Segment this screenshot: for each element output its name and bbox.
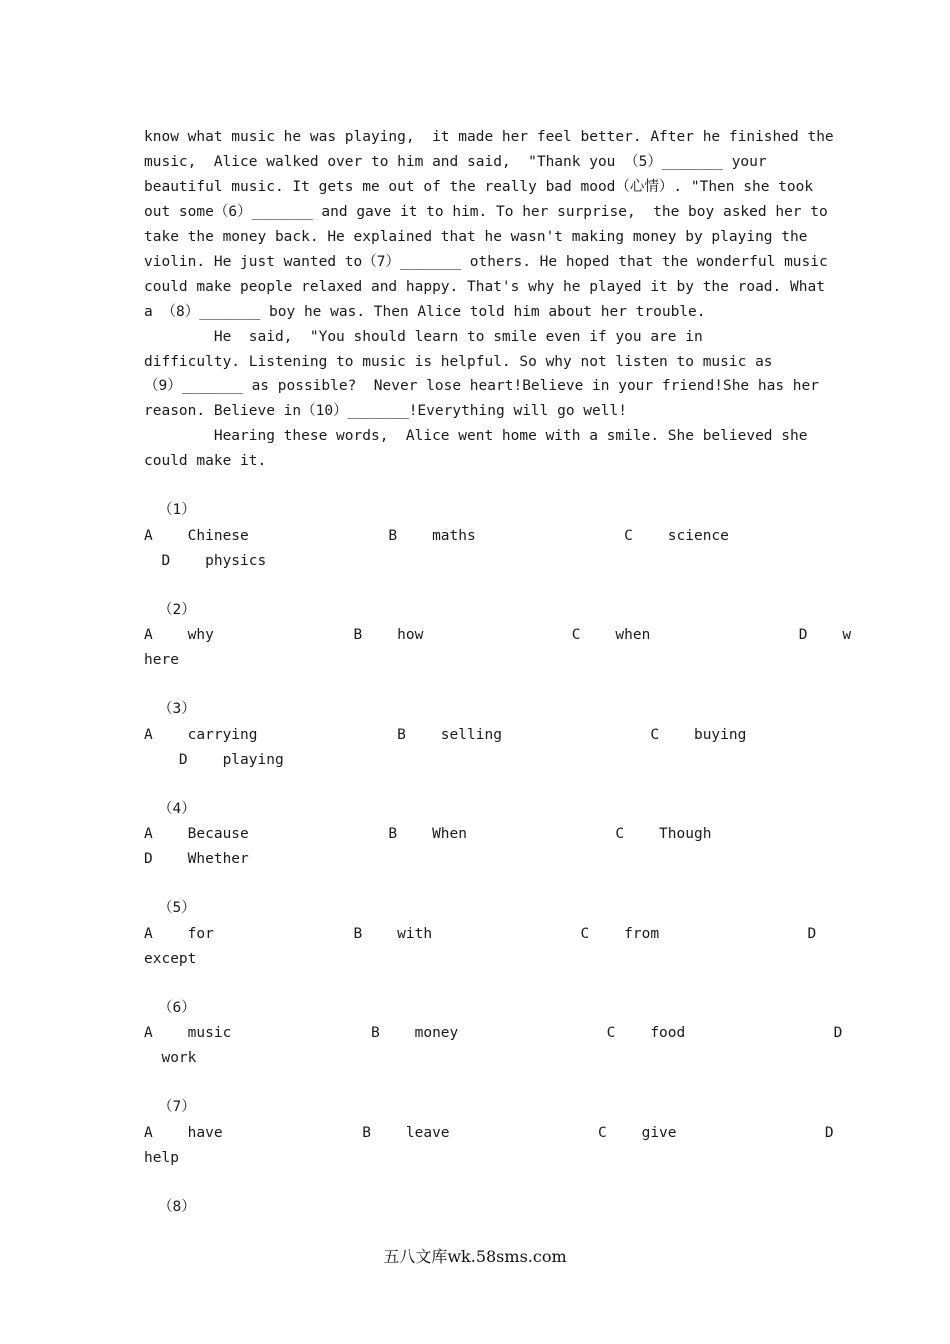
options-line: D physics — [144, 553, 267, 569]
passage-line: （9）_______ as possible? Never lose heart!Believe in your friend!She has her — [144, 378, 820, 394]
options-line: A for B with C from D — [144, 926, 817, 942]
passage-line: reason. Believe in（10）_______!Everything will go well! — [144, 403, 627, 419]
passage-line: could make it. — [144, 453, 267, 469]
passage-line: know what music he was playing, it made her feel better. After he finished the — [144, 129, 834, 145]
options-line: D Whether — [144, 851, 249, 867]
options-line: D playing — [144, 752, 284, 768]
question-number: （2） — [158, 602, 196, 618]
question-number: （4） — [158, 801, 196, 817]
options-line: A have B leave C give D — [144, 1125, 834, 1141]
passage-line: could make people relaxed and happy. That's why he played it by the road. What — [144, 279, 825, 295]
options-line: A Because B When C Though — [144, 826, 712, 842]
passage-line: He said, "You should learn to smile even if you are in — [144, 329, 703, 345]
passage-line: difficulty. Listening to music is helpful. So why not listen to music as — [144, 354, 773, 370]
passage-line: out some（6）_______ and gave it to him. To her surprise, the boy asked her to — [144, 204, 828, 220]
question-number: （7） — [158, 1099, 196, 1115]
question-number: （8） — [158, 1199, 196, 1215]
options-line: help — [144, 1150, 179, 1166]
options-line: A why B how C when D w — [144, 627, 852, 643]
passage-line: a （8）_______ boy he was. Then Alice told him about her trouble. — [144, 304, 706, 320]
options-line: here — [144, 652, 179, 668]
options-line: work — [144, 1050, 197, 1066]
options-line: A music B money C food D — [144, 1025, 843, 1041]
options-line: except — [144, 951, 197, 967]
question-number: （6） — [158, 1000, 196, 1016]
options-line: A carrying B selling C buying — [144, 727, 747, 743]
question-number: （3） — [158, 701, 196, 717]
options-line: A Chinese B maths C science — [144, 528, 729, 544]
passage-line: take the money back. He explained that he wasn't making money by playing the — [144, 229, 808, 245]
question-number: （5） — [158, 900, 196, 916]
passage-line: Hearing these words, Alice went home with a smile. She believed she — [144, 428, 808, 444]
passage-line: beautiful music. It gets me out of the really bad mood（心情）. "Then she took — [144, 179, 814, 195]
passage-line: music, Alice walked over to him and said, "Thank you （5）_______ your — [144, 154, 767, 170]
passage-line: violin. He just wanted to（7）_______ others. He hoped that the wonderful music — [144, 254, 828, 270]
question-number: （1） — [158, 502, 196, 518]
page-footer-watermark: 五八文库wk.58sms.com — [383, 1247, 567, 1266]
